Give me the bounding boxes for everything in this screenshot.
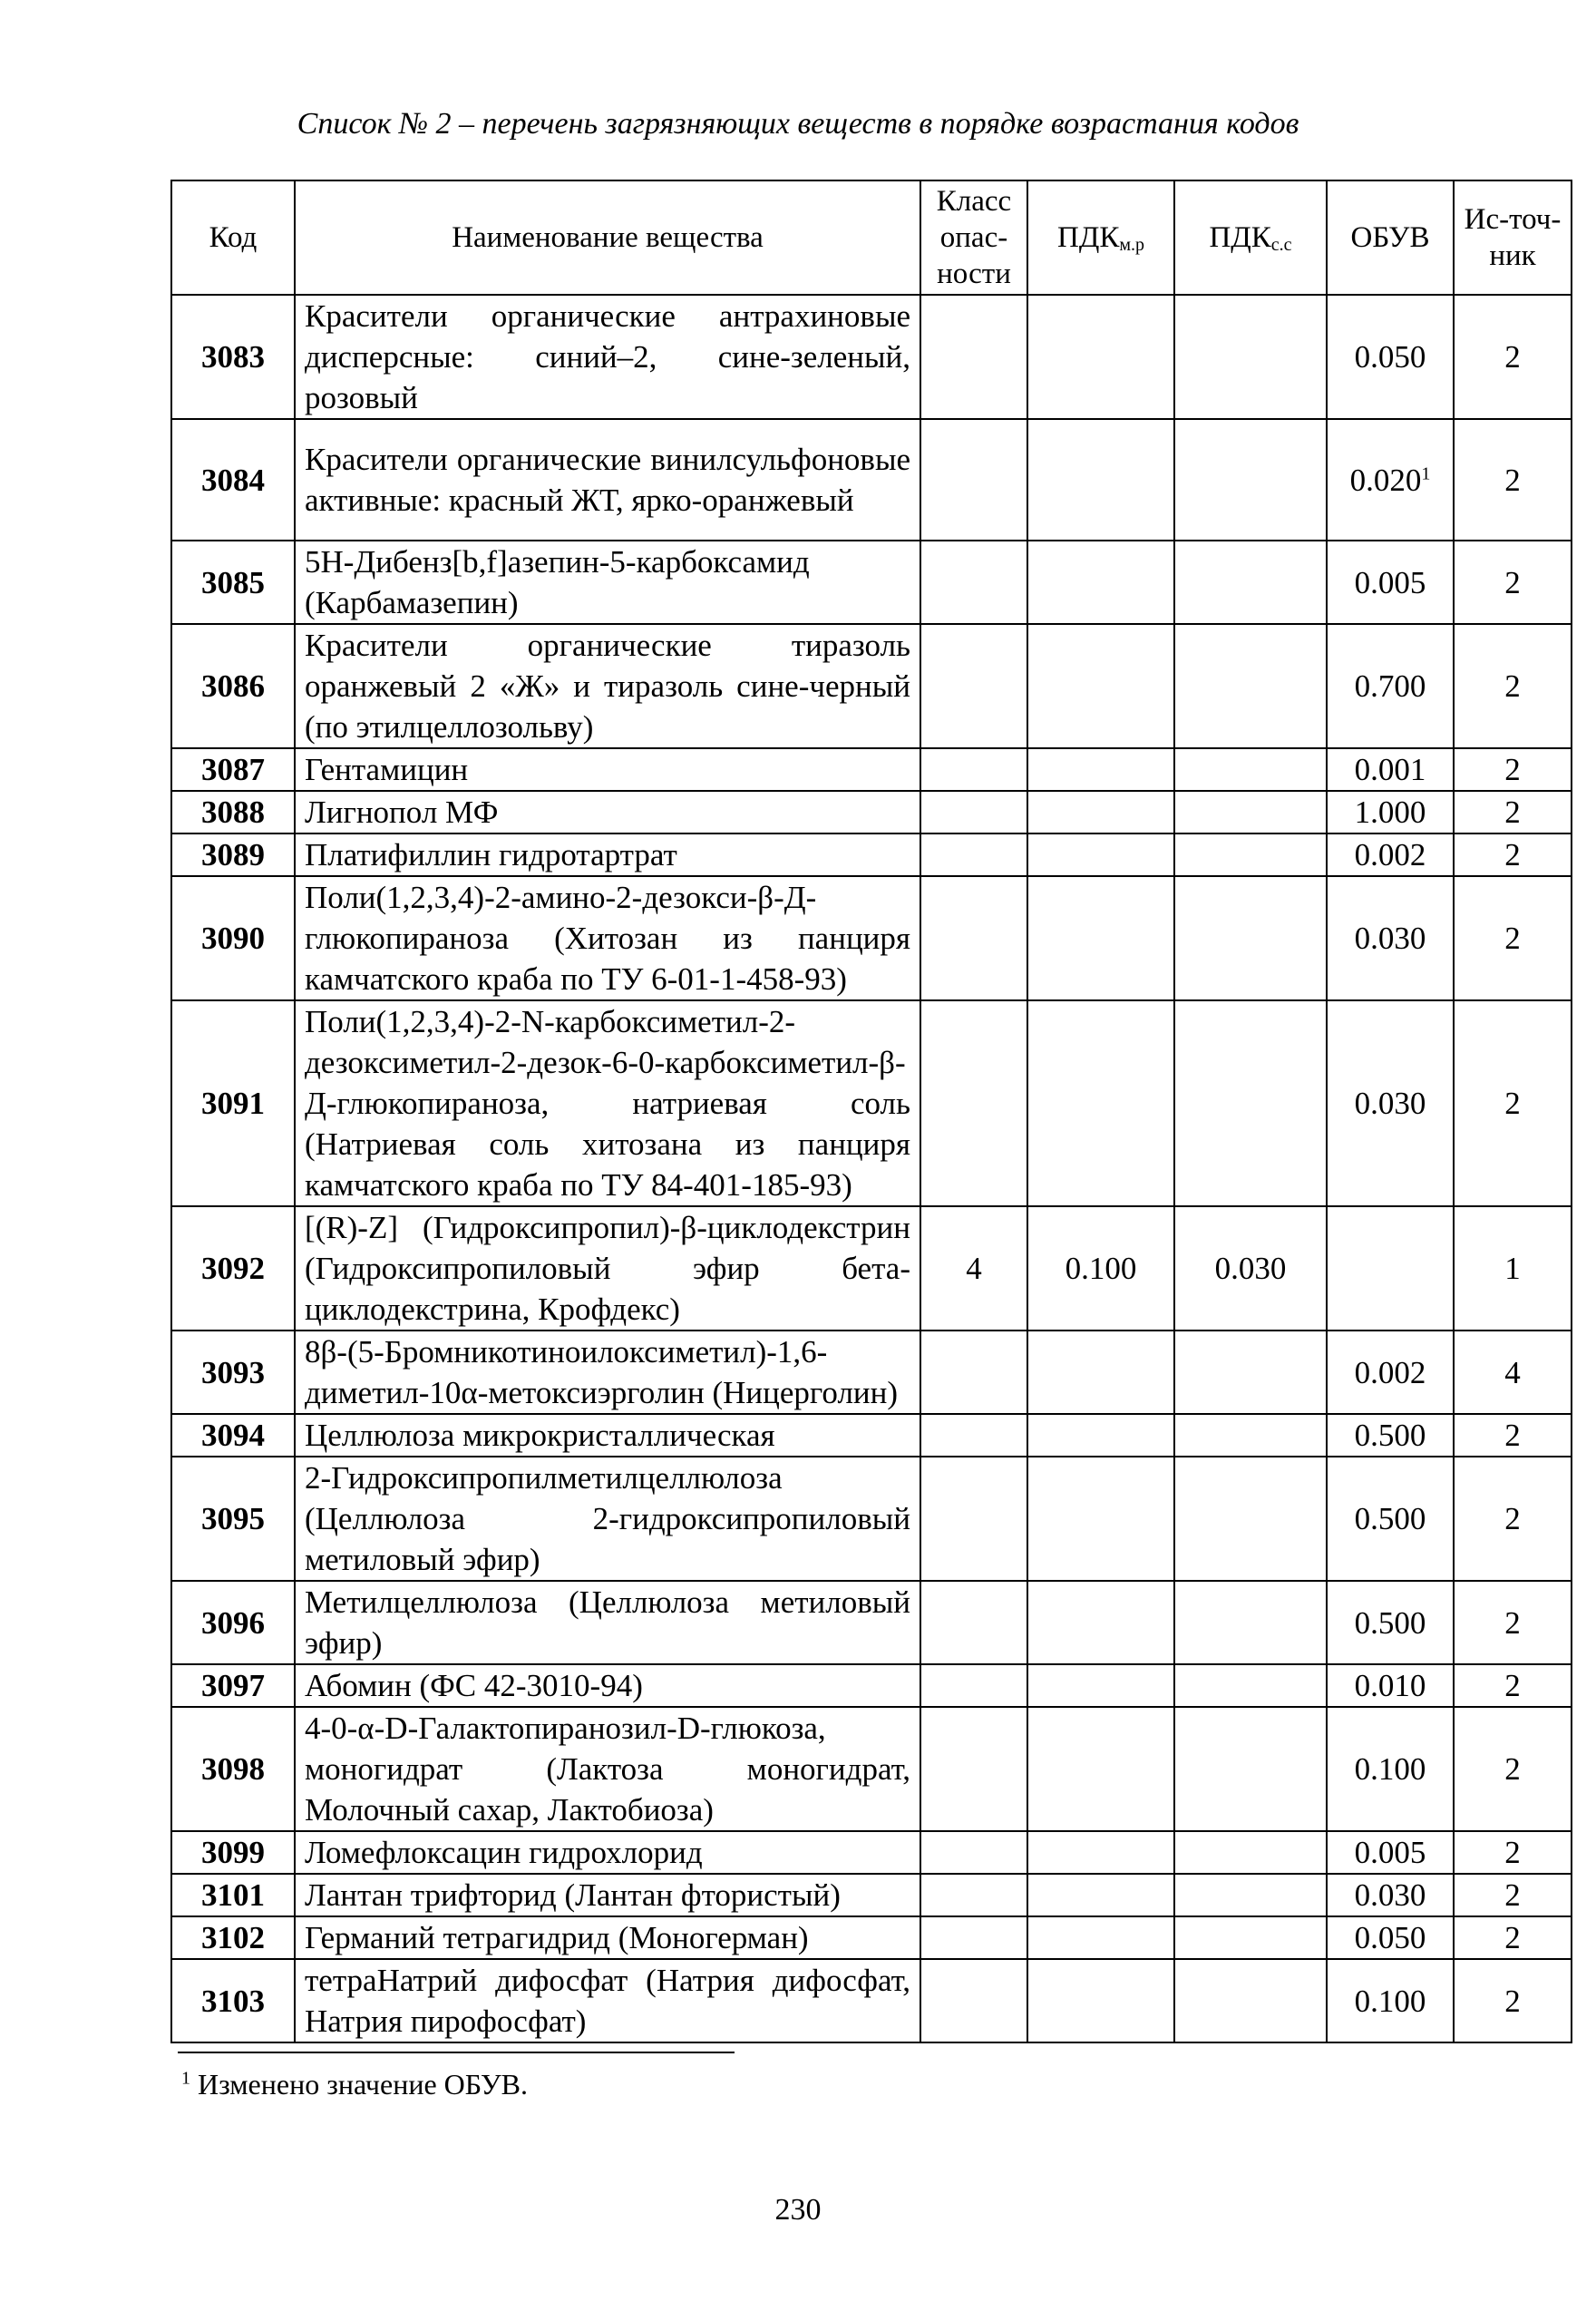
cell-pdk-ss [1174, 624, 1327, 748]
cell-pdk-ss [1174, 1707, 1327, 1831]
cell-obuv: 0.050 [1327, 295, 1454, 419]
table-row [171, 1959, 1572, 2042]
cell-code: 3090 [171, 876, 295, 1000]
cell-source: 1 [1454, 1206, 1572, 1331]
cell-source: 2 [1454, 876, 1572, 1000]
table-row [171, 419, 1572, 541]
cell-code: 3084 [171, 419, 295, 541]
cell-code: 3092 [171, 1206, 295, 1331]
cell-source: 2 [1454, 1457, 1572, 1581]
header-row [171, 180, 1572, 295]
cell-source: 2 [1454, 1707, 1572, 1831]
cell-code: 3097 [171, 1664, 295, 1707]
cell-code: 3087 [171, 748, 295, 791]
cell-code: 3086 [171, 624, 295, 748]
table-row [171, 748, 1572, 791]
header-source: Ис-точ-ник [1454, 180, 1572, 295]
cell-class [920, 1457, 1027, 1581]
cell-name: Целлюлоза микрокристаллическая [295, 1414, 920, 1457]
cell-pdk-ss [1174, 295, 1327, 419]
table-row [171, 624, 1572, 748]
cell-class [920, 1916, 1027, 1959]
cell-name: Лантан трифторид (Лантан фтористый) [295, 1874, 920, 1916]
cell-code: 3088 [171, 791, 295, 833]
cell-source: 2 [1454, 1414, 1572, 1457]
cell-pdk-ss [1174, 1916, 1327, 1959]
cell-name: Абомин (ФС 42-3010-94) [295, 1664, 920, 1707]
cell-obuv [1327, 1206, 1454, 1331]
cell-pdk-mr [1027, 1414, 1174, 1457]
footnote-mark: 1 [181, 2068, 190, 2089]
header-pdk-ss: $ПДК_{с.с}$ [1174, 180, 1327, 295]
cell-class [920, 1959, 1027, 2042]
cell-pdk-mr [1027, 876, 1174, 1000]
cell-obuv: 0.100 [1327, 1959, 1454, 2042]
table-row [171, 1831, 1572, 1874]
cell-pdk-ss [1174, 1874, 1327, 1916]
cell-pdk-ss [1174, 876, 1327, 1000]
table-row [171, 791, 1572, 833]
cell-source: 2 [1454, 1916, 1572, 1959]
cell-name: Гентамицин [295, 748, 920, 791]
cell-pdk-ss [1174, 419, 1327, 541]
cell-name: Платифиллин гидротартрат [295, 833, 920, 876]
cell-obuv: 0.020$^1$ [1327, 419, 1454, 541]
table-row [171, 1414, 1572, 1457]
cell-pdk-ss [1174, 1831, 1327, 1874]
header-class: Класс опас-ности [920, 180, 1027, 295]
cell-obuv: 1.000 [1327, 791, 1454, 833]
cell-pdk-mr [1027, 833, 1174, 876]
table-row [171, 876, 1572, 1000]
cell-obuv: 0.100 [1327, 1707, 1454, 1831]
cell-pdk-ss [1174, 833, 1327, 876]
cell-pdk-ss [1174, 1457, 1327, 1581]
footnote [181, 2068, 528, 2101]
cell-pdk-mr [1027, 541, 1174, 624]
cell-class: 4 [920, 1206, 1027, 1331]
cell-name: 4-0-α-D-Галактопиранозил-D-глюкоза, моногидрат (Лактоза моногидрат, Молочный сахар, Лактобиоза) [295, 1707, 920, 1831]
cell-pdk-ss [1174, 541, 1327, 624]
cell-source: 2 [1454, 833, 1572, 876]
table-row [171, 295, 1572, 419]
cell-pdk-ss [1174, 1000, 1327, 1206]
cell-obuv: 0.030 [1327, 1874, 1454, 1916]
header-name: Наименование вещества [295, 180, 920, 295]
cell-name: Красители органические винилсульфоновые активные: красный ЖТ, ярко-оранжевый [295, 419, 920, 541]
cell-pdk-ss [1174, 1664, 1327, 1707]
cell-code: 3096 [171, 1581, 295, 1664]
cell-name: 2-Гидроксипропилметилцеллюлоза (Целлюлоза 2-гидроксипропиловый метиловый эфир) [295, 1457, 920, 1581]
cell-pdk-mr [1027, 624, 1174, 748]
cell-pdk-mr [1027, 419, 1174, 541]
cell-name: Метилцеллюлоза (Целлюлоза метиловый эфир) [295, 1581, 920, 1664]
cell-class [920, 419, 1027, 541]
cell-source: 2 [1454, 1581, 1572, 1664]
cell-pdk-ss: 0.030 [1174, 1206, 1327, 1331]
cell-source: 2 [1454, 1831, 1572, 1874]
cell-obuv: 0.005 [1327, 1831, 1454, 1874]
table-body [171, 295, 1572, 2042]
header-obuv: ОБУВ [1327, 180, 1454, 295]
cell-name: 5Н-Дибенз[b,f]азепин-5-карбоксамид (Карбамазепин) [295, 541, 920, 624]
cell-pdk-mr [1027, 1874, 1174, 1916]
cell-name: Поли(1,2,3,4)-2-амино-2-дезокси-β-Д-глюкопираноза (Хитозан из панциря камчатского краба по ТУ 6-01-1-458-93) [295, 876, 920, 1000]
cell-class [920, 1331, 1027, 1414]
cell-pdk-mr: 0.100 [1027, 1206, 1174, 1331]
cell-name: Красители органические антрахиновые дисперсные: синий–2, сине-зеленый, розовый [295, 295, 920, 419]
cell-pdk-mr [1027, 1000, 1174, 1206]
cell-obuv: 0.005 [1327, 541, 1454, 624]
cell-name: Лигнопол МФ [295, 791, 920, 833]
footnote-text: Изменено значение ОБУВ. [198, 2068, 528, 2101]
cell-obuv: 0.030 [1327, 1000, 1454, 1206]
cell-class [920, 1664, 1027, 1707]
cell-code: 3085 [171, 541, 295, 624]
cell-pdk-ss [1174, 1331, 1327, 1414]
table-row [171, 1331, 1572, 1414]
cell-code: 3091 [171, 1000, 295, 1206]
cell-pdk-mr [1027, 295, 1174, 419]
cell-pdk-mr [1027, 791, 1174, 833]
cell-code: 3095 [171, 1457, 295, 1581]
cell-source: 2 [1454, 748, 1572, 791]
cell-pdk-mr [1027, 1707, 1174, 1831]
cell-obuv: 0.001 [1327, 748, 1454, 791]
cell-pdk-mr [1027, 1457, 1174, 1581]
cell-source: 2 [1454, 419, 1572, 541]
table-row [171, 1000, 1572, 1206]
cell-pdk-ss [1174, 1414, 1327, 1457]
cell-code: 3099 [171, 1831, 295, 1874]
cell-code: 3094 [171, 1414, 295, 1457]
cell-source: 2 [1454, 1959, 1572, 2042]
cell-obuv: 0.002 [1327, 833, 1454, 876]
cell-name: Красители органические тиразоль оранжевый 2 «Ж» и тиразоль сине-черный (по этилцеллозольву) [295, 624, 920, 748]
cell-obuv: 0.030 [1327, 876, 1454, 1000]
cell-source: 2 [1454, 295, 1572, 419]
cell-code: 3101 [171, 1874, 295, 1916]
footnote-divider [178, 2052, 735, 2053]
cell-source: 2 [1454, 1874, 1572, 1916]
cell-source: 2 [1454, 541, 1572, 624]
cell-source: 2 [1454, 791, 1572, 833]
cell-code: 3102 [171, 1916, 295, 1959]
cell-class [920, 541, 1027, 624]
cell-code: 3093 [171, 1331, 295, 1414]
page-number: 230 [774, 2193, 822, 2227]
cell-obuv: 0.500 [1327, 1581, 1454, 1664]
cell-pdk-mr [1027, 1916, 1174, 1959]
cell-pdk-mr [1027, 748, 1174, 791]
table-row [171, 1206, 1572, 1331]
cell-class [920, 748, 1027, 791]
cell-pdk-mr [1027, 1959, 1174, 2042]
cell-pdk-mr [1027, 1331, 1174, 1414]
pollutants-table [170, 180, 1572, 2043]
cell-class [920, 876, 1027, 1000]
cell-pdk-mr [1027, 1831, 1174, 1874]
cell-obuv: 0.500 [1327, 1414, 1454, 1457]
cell-code: 3089 [171, 833, 295, 876]
cell-class [920, 1707, 1027, 1831]
cell-source: 2 [1454, 1664, 1572, 1707]
cell-name: тетраНатрий дифосфат (Натрия дифосфат, Натрия пирофосфат) [295, 1959, 920, 2042]
header-pdk-mr: $ПДК_{м.р}$ [1027, 180, 1174, 295]
cell-source: 2 [1454, 1000, 1572, 1206]
cell-class [920, 833, 1027, 876]
table-row [171, 1874, 1572, 1916]
cell-pdk-ss [1174, 1959, 1327, 2042]
cell-name: Германий тетрагидрид (Моногерман) [295, 1916, 920, 1959]
cell-obuv: 0.500 [1327, 1457, 1454, 1581]
cell-class [920, 1414, 1027, 1457]
page-title: Список № 2 – перечень загрязняющих веществ в порядке возрастания кодов [297, 107, 1299, 141]
cell-class [920, 1581, 1027, 1664]
cell-name: Поли(1,2,3,4)-2-N-карбоксиметил-2-дезоксиметил-2-дезок-6-0-карбоксиметил-β-Д-глюкопираноза, натриевая соль (Натриевая соль хитозана из панциря камчатского краба по ТУ 84-401-185-93) [295, 1000, 920, 1206]
cell-class [920, 624, 1027, 748]
cell-obuv: 0.700 [1327, 624, 1454, 748]
cell-class [920, 791, 1027, 833]
cell-class [920, 1831, 1027, 1874]
table-row [171, 1457, 1572, 1581]
cell-class [920, 1874, 1027, 1916]
cell-obuv: 0.050 [1327, 1916, 1454, 1959]
cell-obuv: 0.002 [1327, 1331, 1454, 1414]
cell-obuv: 0.010 [1327, 1664, 1454, 1707]
cell-name: 8β-(5-Бромникотиноилоксиметил)-1,6-диметил-10α-метоксиэрголин (Ницерголин) [295, 1331, 920, 1414]
cell-class [920, 1000, 1027, 1206]
cell-pdk-ss [1174, 1581, 1327, 1664]
cell-pdk-ss [1174, 748, 1327, 791]
table-row [171, 1916, 1572, 1959]
cell-code: 3103 [171, 1959, 295, 2042]
cell-source: 2 [1454, 624, 1572, 748]
table-row [171, 833, 1572, 876]
header-code: Код [171, 180, 295, 295]
cell-code: 3098 [171, 1707, 295, 1831]
table-row [171, 1707, 1572, 1831]
table-row [171, 541, 1572, 624]
table-row [171, 1581, 1572, 1664]
cell-pdk-mr [1027, 1581, 1174, 1664]
cell-code: 3083 [171, 295, 295, 419]
cell-source: 4 [1454, 1331, 1572, 1414]
cell-class [920, 295, 1027, 419]
cell-pdk-ss [1174, 791, 1327, 833]
table-row [171, 1664, 1572, 1707]
obuv-footnote-mark: 1 [1421, 463, 1431, 483]
cell-pdk-mr [1027, 1664, 1174, 1707]
cell-name: [(R)-Z] (Гидроксипропил)-β-циклодекстрин (Гидроксипропиловый эфир бета-циклодекстрина, Крофдекс) [295, 1206, 920, 1331]
cell-name: Ломефлоксацин гидрохлорид [295, 1831, 920, 1874]
